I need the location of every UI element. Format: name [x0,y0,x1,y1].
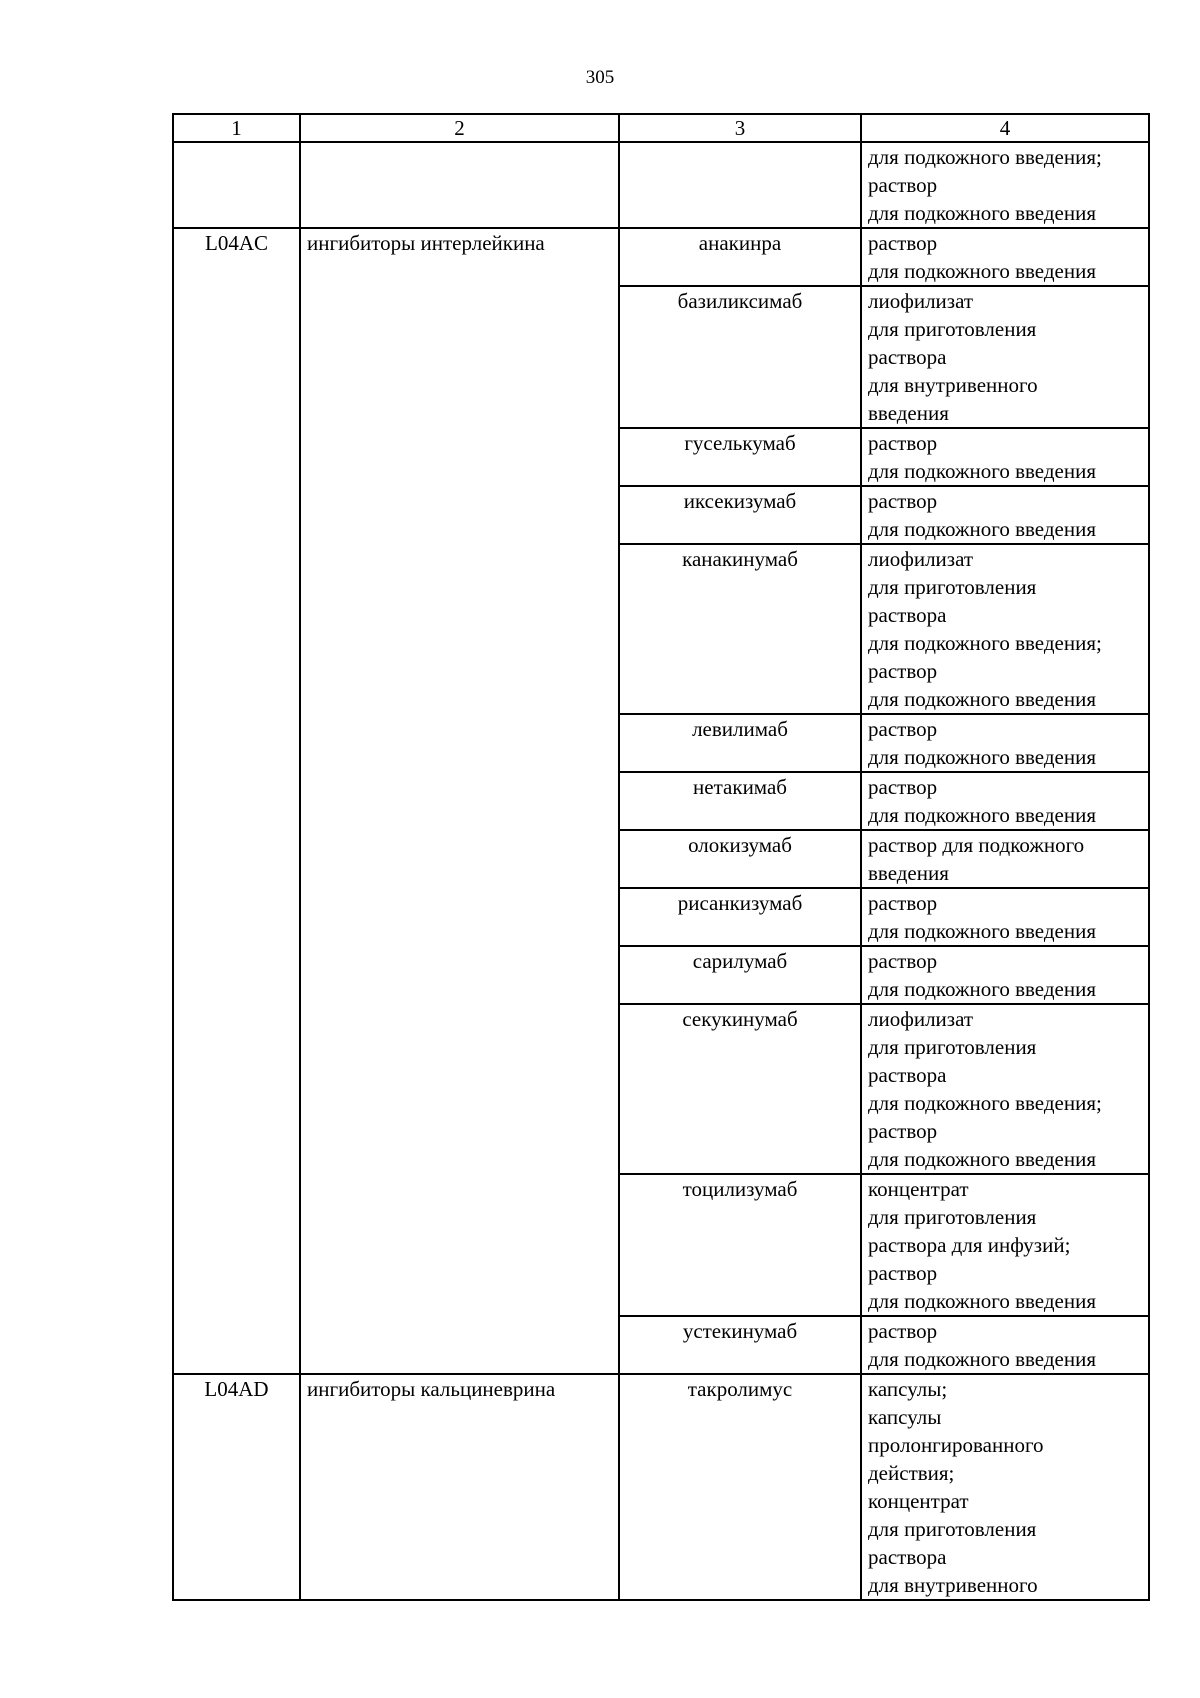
drug-name-cell: иксекизумаб [619,486,861,544]
header-cell-code: 1 [173,114,300,142]
header-cell-group: 2 [300,114,619,142]
drug-name-cell: олокизумаб [619,830,861,888]
page-number: 305 [585,67,615,88]
group-name-cell: ингибиторы кальциневрина [300,1374,619,1600]
table-row [173,228,1149,286]
dosage-form-cell: раствор для подкожного введения [861,714,1149,772]
dosage-form-cell: лиофилизат для приготовления раствора для внутривенного введения [861,286,1149,428]
dosage-form-cell: лиофилизат для приготовления раствора для подкожного введения; раствор для подкожного введения [861,1004,1149,1174]
dosage-form-cell: раствор для подкожного введения [861,888,1149,946]
dosage-form-cell: раствор для подкожного введения [861,1316,1149,1374]
drug-name-cell: гуселькумаб [619,428,861,486]
dosage-form-cell: раствор для подкожного введения [861,772,1149,830]
dosage-form-cell: раствор для подкожного введения [861,428,1149,486]
continuation-row [173,142,1149,228]
dosage-form-cell: лиофилизат для приготовления раствора для подкожного введения; раствор для подкожного введения [861,544,1149,714]
continuation-drug-cell [619,142,861,228]
drug-name-cell: нетакимаб [619,772,861,830]
drug-name-cell: рисанкизумаб [619,888,861,946]
header-cell-drug: 3 [619,114,861,142]
drug-name-cell: устекинумаб [619,1316,861,1374]
drug-name-cell: анакинра [619,228,861,286]
group-name-cell: ингибиторы интерлейкина [300,228,619,1374]
drug-name-cell: канакинумаб [619,544,861,714]
header-row [173,114,1149,142]
table-row [173,1374,1149,1600]
continuation-form-cell: для подкожного введения; раствор для подкожного введения [861,142,1149,228]
drug-name-cell: секукинумаб [619,1004,861,1174]
drug-name-cell: сарилумаб [619,946,861,1004]
drug-name-cell: такролимус [619,1374,861,1600]
dosage-form-cell: капсулы; капсулы пролонгированного действия; концентрат для приготовления раствора для внутривенного [861,1374,1149,1600]
dosage-form-cell: раствор для подкожного введения [861,228,1149,286]
atc-code-cell: L04AC [173,228,300,1374]
continuation-group-cell [300,142,619,228]
atc-code-cell: L04AD [173,1374,300,1600]
drug-table [172,113,1150,1601]
header-cell-form: 4 [861,114,1149,142]
dosage-form-cell: раствор для подкожного введения [861,830,1149,888]
dosage-form-cell: раствор для подкожного введения [861,946,1149,1004]
dosage-form-cell: раствор для подкожного введения [861,486,1149,544]
drug-name-cell: базиликсимаб [619,286,861,428]
dosage-form-cell: концентрат для приготовления раствора для инфузий; раствор для подкожного введения [861,1174,1149,1316]
drug-name-cell: левилимаб [619,714,861,772]
drug-name-cell: тоцилизумаб [619,1174,861,1316]
continuation-code-cell [173,142,300,228]
